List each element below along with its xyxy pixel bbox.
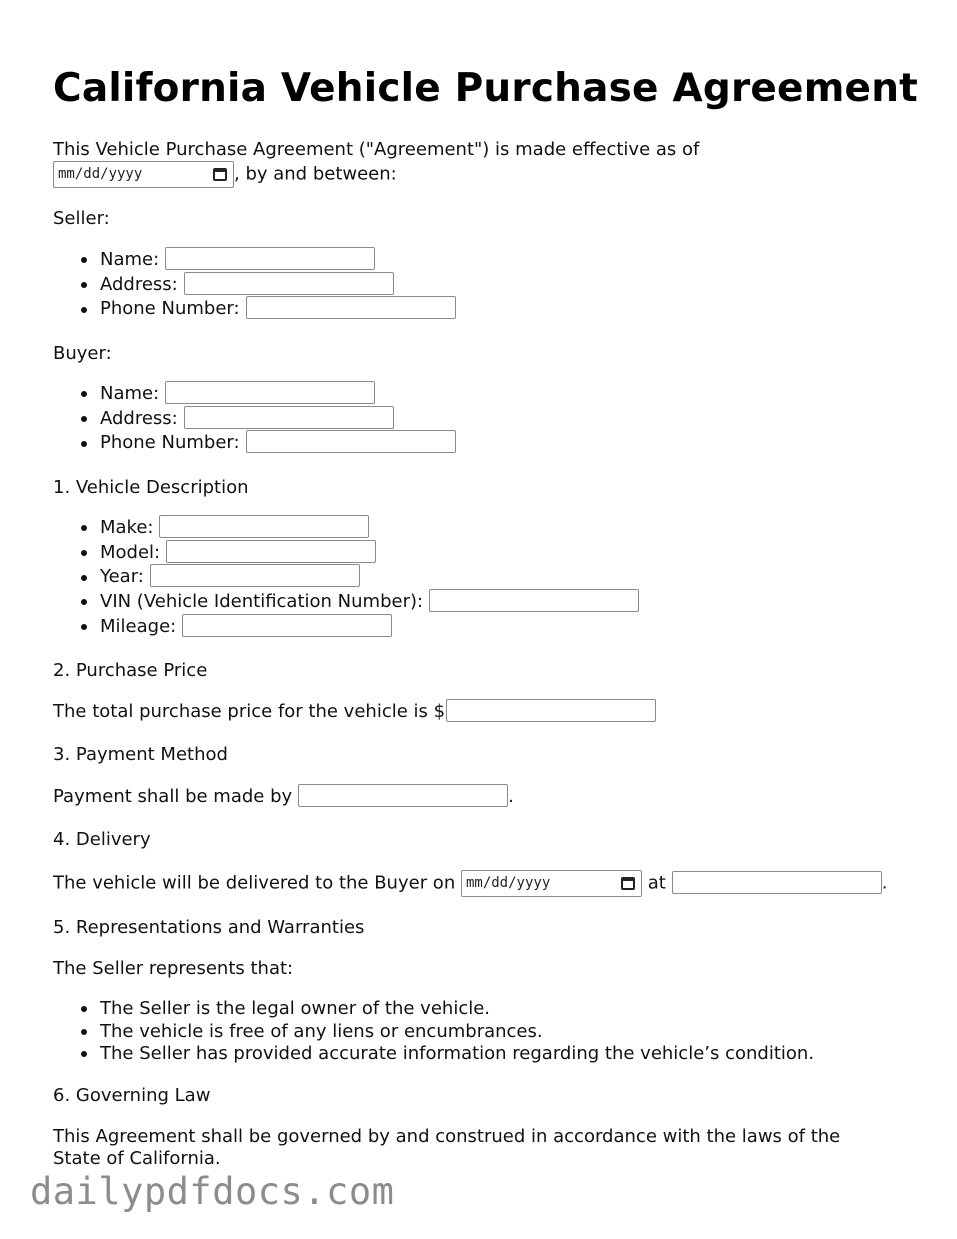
seller-fields <box>53 248 456 322</box>
field-label: Model: <box>100 541 161 563</box>
vehicle-fields <box>53 516 639 639</box>
intro-date-line <box>53 161 397 188</box>
date-placeholder: mm/dd/yyyy <box>58 166 143 182</box>
seller-name-item <box>100 248 456 273</box>
buyer-name-input[interactable] <box>165 381 375 404</box>
vehicle-vin-input[interactable] <box>429 589 639 612</box>
vehicle-vin-item <box>100 590 639 615</box>
delivery-date-input[interactable] <box>461 870 642 897</box>
law-line-2: State of California. <box>53 1148 221 1169</box>
field-label: Name: <box>100 383 160 404</box>
field-label: Phone Number: <box>100 432 240 454</box>
field-label: VIN (Vehicle Identification Number): <box>100 591 424 613</box>
payment-text: Payment shall be made by <box>53 786 293 807</box>
vehicle-model-input[interactable] <box>166 540 376 563</box>
payment-end: . <box>508 786 514 807</box>
price-text: The total purchase price for the vehicle is $ <box>53 701 446 722</box>
calendar-icon <box>621 877 635 890</box>
field-label: Year: <box>100 566 144 588</box>
intro-line: This Vehicle Purchase Agreement ("Agreement") is made effective as of <box>53 139 700 160</box>
vehicle-year-item <box>100 565 639 590</box>
warranty-item: The vehicle is free of any liens or encumbrances. <box>100 1021 814 1044</box>
vehicle-year-input[interactable] <box>150 564 360 587</box>
warranty-item: The Seller is the legal owner of the vehicle. <box>100 998 814 1021</box>
payment-method-input[interactable] <box>298 784 508 807</box>
seller-name-input[interactable] <box>165 247 375 270</box>
watermark: dailypdfdocs.com <box>30 1170 395 1213</box>
buyer-phone-input[interactable] <box>246 430 456 453</box>
delivery-location-input[interactable] <box>672 871 882 894</box>
delivery-heading: 4. Delivery <box>53 829 151 850</box>
field-label: Address: <box>100 273 178 295</box>
delivery-line <box>53 870 888 897</box>
field-label: Name: <box>100 249 160 270</box>
document-title: California Vehicle Purchase Agreement <box>53 66 918 111</box>
date-placeholder: mm/dd/yyyy <box>465 875 551 891</box>
effective-date-input[interactable] <box>53 161 234 188</box>
vehicle-heading: 1. Vehicle Description <box>53 477 249 498</box>
vehicle-mileage-item <box>100 615 639 640</box>
buyer-name-item <box>100 382 456 407</box>
payment-heading: 3. Payment Method <box>53 744 228 765</box>
vehicle-mileage-input[interactable] <box>182 614 392 637</box>
buyer-heading: Buyer: <box>53 343 112 364</box>
warranties-intro: The Seller represents that: <box>53 958 294 979</box>
warranties-heading: 5. Representations and Warranties <box>53 917 365 938</box>
law-heading: 6. Governing Law <box>53 1085 211 1106</box>
seller-phone-item <box>100 297 456 322</box>
price-heading: 2. Purchase Price <box>53 660 208 681</box>
seller-heading: Seller: <box>53 208 110 229</box>
vehicle-model-item <box>100 541 639 566</box>
buyer-fields <box>53 382 456 456</box>
field-label: Mileage: <box>100 615 177 637</box>
delivery-text: The vehicle will be delivered to the Buyer on <box>53 872 456 894</box>
vehicle-make-input[interactable] <box>159 515 369 538</box>
buyer-address-item <box>100 407 456 432</box>
delivery-end: . <box>881 872 888 894</box>
field-label: Phone Number: <box>100 298 240 320</box>
seller-phone-input[interactable] <box>246 296 456 319</box>
field-label: Make: <box>100 517 154 538</box>
warranty-item: The Seller has provided accurate information regarding the vehicle’s condition. <box>100 1043 815 1064</box>
warranties-list <box>53 998 814 1066</box>
seller-address-item <box>100 273 456 298</box>
intro-after-text: , by and between: <box>234 163 397 185</box>
field-label: Address: <box>100 407 178 429</box>
price-line <box>53 700 656 723</box>
law-line-1: This Agreement shall be governed by and construed in accordance with the laws of the <box>53 1126 841 1147</box>
seller-address-input[interactable] <box>184 272 394 295</box>
calendar-icon <box>213 168 227 181</box>
buyer-address-input[interactable] <box>184 406 394 429</box>
vehicle-make-item <box>100 516 639 541</box>
buyer-phone-item <box>100 431 456 456</box>
delivery-at-text: at <box>647 872 666 894</box>
purchase-price-input[interactable] <box>446 699 656 722</box>
payment-line <box>53 785 514 808</box>
